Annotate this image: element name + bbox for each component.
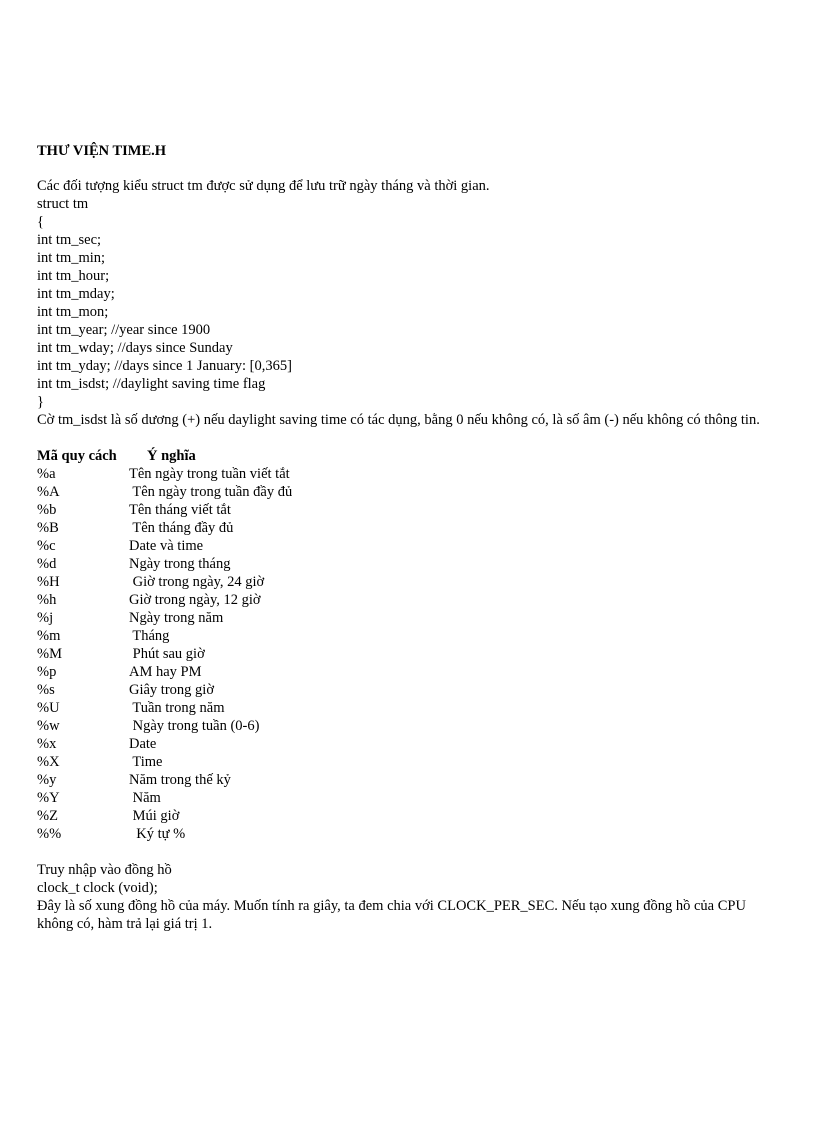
spacer bbox=[37, 843, 782, 861]
format-table-row bbox=[37, 771, 782, 789]
format-meaning: Ngày trong năm bbox=[129, 610, 224, 626]
format-table-row bbox=[37, 807, 782, 825]
format-table-row bbox=[37, 627, 782, 645]
struct-line: int tm_isdst; //daylight saving time flag bbox=[37, 376, 266, 392]
format-code: %a bbox=[37, 466, 56, 482]
format-code: %X bbox=[37, 754, 60, 770]
clock-signature: clock_t clock (void); bbox=[37, 880, 158, 896]
struct-tm-code-block bbox=[37, 195, 782, 411]
format-table-row bbox=[37, 483, 782, 501]
format-table-row bbox=[37, 681, 782, 699]
format-meaning: Ngày trong tháng bbox=[129, 556, 231, 572]
format-meaning: Giờ trong ngày, 12 giờ bbox=[129, 592, 261, 608]
format-table-row bbox=[37, 537, 782, 555]
format-table-row bbox=[37, 501, 782, 519]
format-table-row bbox=[37, 555, 782, 573]
struct-line: int tm_year; //year since 1900 bbox=[37, 322, 211, 338]
format-meaning: Tháng bbox=[129, 628, 170, 644]
clock-description: Đây là số xung đồng hồ của máy. Muốn tính ra giây, ta đem chia với CLOCK_PER_SEC. Nếu tạo xung đồng hồ của CPU không có, hàm trả lại giá trị 1. bbox=[37, 898, 746, 932]
struct-line: struct tm bbox=[37, 196, 89, 212]
header-meaning: Ý nghĩa bbox=[147, 448, 196, 464]
format-table-row bbox=[37, 717, 782, 735]
format-meaning: Năm bbox=[129, 790, 161, 806]
format-meaning: Ngày trong tuần (0-6) bbox=[129, 718, 260, 734]
format-table-row bbox=[37, 789, 782, 807]
format-code: %% bbox=[37, 826, 62, 842]
struct-line: int tm_wday; //days since Sunday bbox=[37, 340, 233, 356]
spacer bbox=[37, 429, 782, 447]
format-code: %d bbox=[37, 556, 57, 572]
format-meaning: Tên tháng viết tắt bbox=[129, 502, 231, 518]
format-code: %p bbox=[37, 664, 57, 680]
struct-line: int tm_hour; bbox=[37, 268, 110, 284]
struct-line: int tm_yday; //days since 1 January: [0,365] bbox=[37, 358, 292, 374]
format-meaning: AM hay PM bbox=[129, 664, 202, 680]
clock-heading: Truy nhập vào đồng hồ bbox=[37, 862, 172, 878]
format-table-row bbox=[37, 753, 782, 771]
intro-paragraph: Các đối tượng kiểu struct tm được sử dụng để lưu trữ ngày tháng và thời gian. bbox=[37, 178, 490, 194]
format-code: %U bbox=[37, 700, 60, 716]
format-code: %b bbox=[37, 502, 57, 518]
format-meaning: Date bbox=[129, 736, 157, 752]
format-meaning: Tên tháng đầy đủ bbox=[129, 520, 234, 536]
document-page bbox=[37, 142, 782, 933]
format-meaning: Tên ngày trong tuần viết tắt bbox=[129, 466, 290, 482]
format-code: %M bbox=[37, 646, 62, 662]
struct-line: { bbox=[37, 214, 44, 230]
format-code: %Y bbox=[37, 790, 60, 806]
struct-line: int tm_mon; bbox=[37, 304, 109, 320]
format-table-row bbox=[37, 645, 782, 663]
format-code: %Z bbox=[37, 808, 58, 824]
format-table-row bbox=[37, 573, 782, 591]
format-table-row bbox=[37, 735, 782, 753]
format-table-row bbox=[37, 591, 782, 609]
format-code: %A bbox=[37, 484, 60, 500]
format-meaning: Giây trong giờ bbox=[129, 682, 214, 698]
format-table-row bbox=[37, 663, 782, 681]
format-code: %m bbox=[37, 628, 61, 644]
format-code: %j bbox=[37, 610, 54, 626]
format-meaning: Date và time bbox=[129, 538, 204, 554]
format-table-row bbox=[37, 519, 782, 537]
isdst-note: Cờ tm_isdst là số dương (+) nếu daylight saving time có tác dụng, bằng 0 nếu không có, là số âm (-) nếu không có thông tin. bbox=[37, 412, 760, 428]
format-code: %s bbox=[37, 682, 55, 698]
format-table-row bbox=[37, 609, 782, 627]
format-table-body bbox=[37, 465, 782, 843]
format-table-row bbox=[37, 699, 782, 717]
format-code: %c bbox=[37, 538, 56, 554]
format-meaning: Múi giờ bbox=[129, 808, 180, 824]
format-meaning: Giờ trong ngày, 24 giờ bbox=[129, 574, 265, 590]
format-meaning: Time bbox=[129, 754, 163, 770]
format-meaning: Ký tự % bbox=[129, 826, 186, 842]
format-code: %y bbox=[37, 772, 57, 788]
format-code: %H bbox=[37, 574, 60, 590]
format-meaning: Tên ngày trong tuần đầy đủ bbox=[129, 484, 293, 500]
struct-line: int tm_min; bbox=[37, 250, 106, 266]
format-meaning: Tuần trong năm bbox=[129, 700, 225, 716]
document-title: THƯ VIỆN TIME.H bbox=[37, 143, 167, 159]
struct-line: } bbox=[37, 394, 44, 410]
format-code: %w bbox=[37, 718, 60, 734]
format-meaning: Năm trong thế kỷ bbox=[129, 772, 231, 788]
format-table-header bbox=[37, 447, 782, 465]
format-code: %h bbox=[37, 592, 57, 608]
struct-line: int tm_sec; bbox=[37, 232, 102, 248]
header-format-code: Mã quy cách bbox=[37, 448, 117, 464]
format-code: %x bbox=[37, 736, 57, 752]
format-table-row bbox=[37, 825, 782, 843]
format-code: %B bbox=[37, 520, 59, 536]
struct-line: int tm_mday; bbox=[37, 286, 115, 302]
format-meaning: Phút sau giờ bbox=[129, 646, 205, 662]
format-table-row bbox=[37, 465, 782, 483]
